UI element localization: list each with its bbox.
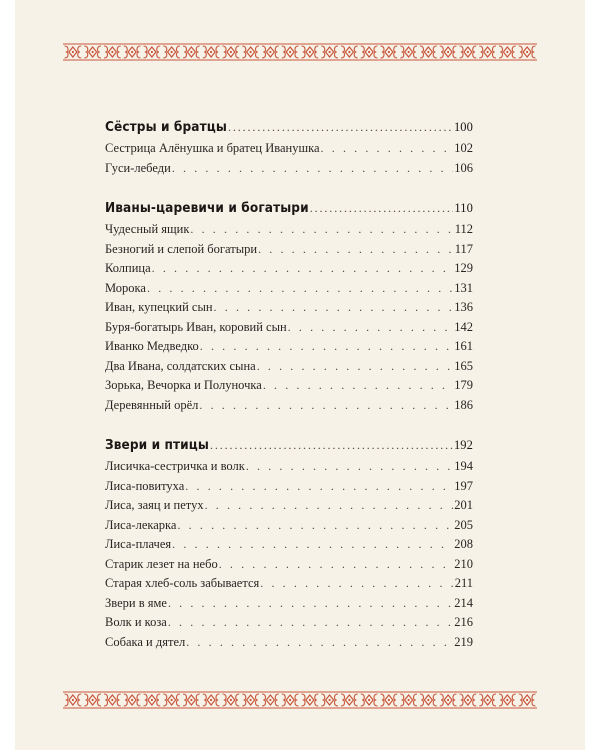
toc-entry[interactable]: Лиса-плачея . . . 208 [105,535,473,555]
toc-entry[interactable]: Сестрица Алёнушка и братец Иванушка . . . 102 [105,139,473,159]
toc-entry[interactable]: Старая хлеб-соль забывается . . . 211 [105,574,473,594]
toc-entry[interactable]: Лисичка-сестричка и волк . . . 194 [105,457,473,477]
toc-entry[interactable]: Деревянный орёл . . . 186 [105,396,473,416]
toc-entry[interactable]: Старик лезет на небо . . . 210 [105,555,473,575]
toc-section-heading[interactable]: Звери и птицы ..... 192 [105,433,473,457]
toc-entry[interactable]: Лиса-лекарка . . . 205 [105,516,473,536]
toc-entry[interactable]: Колпица . . . 129 [105,259,473,279]
toc-entry[interactable]: Звери в яме . . . 214 [105,594,473,614]
decorative-border-top [63,42,537,62]
book-page [15,0,585,750]
toc-entry[interactable]: Безногий и слепой богатыри . . . 117 [105,240,473,260]
table-of-contents [105,115,473,652]
toc-section [105,433,473,652]
toc-entry[interactable]: Иван, купецкий сын . . . 136 [105,298,473,318]
toc-entry[interactable]: Буря-богатырь Иван, коровий сын . . . 142 [105,318,473,338]
toc-entry[interactable]: Зорька, Вечорка и Полуночка . . . 179 [105,376,473,396]
toc-entry[interactable]: Лиса-повитуха . . . 197 [105,477,473,497]
toc-entry[interactable]: Лиса, заяц и петух . . . 201 [105,496,473,516]
toc-entry[interactable]: Два Ивана, солдатских сына . . . 165 [105,357,473,377]
toc-section-heading[interactable]: Иваны-царевичи и богатыри ..... 110 [105,196,473,220]
toc-entry[interactable]: Чудесный ящик . . . 112 [105,220,473,240]
toc-entry[interactable]: Иванко Медведко . . . 161 [105,337,473,357]
toc-entry[interactable]: Собака и дятел . . . 219 [105,633,473,653]
toc-section-heading[interactable]: Сёстры и братцы ..... 100 [105,115,473,139]
decorative-border-bottom [63,690,537,710]
toc-entry[interactable]: Волк и коза . . . 216 [105,613,473,633]
toc-entry[interactable]: Морока . . . 131 [105,279,473,299]
toc-section [105,115,473,178]
toc-entry[interactable]: Гуси-лебеди . . . 106 [105,159,473,179]
toc-section [105,196,473,415]
